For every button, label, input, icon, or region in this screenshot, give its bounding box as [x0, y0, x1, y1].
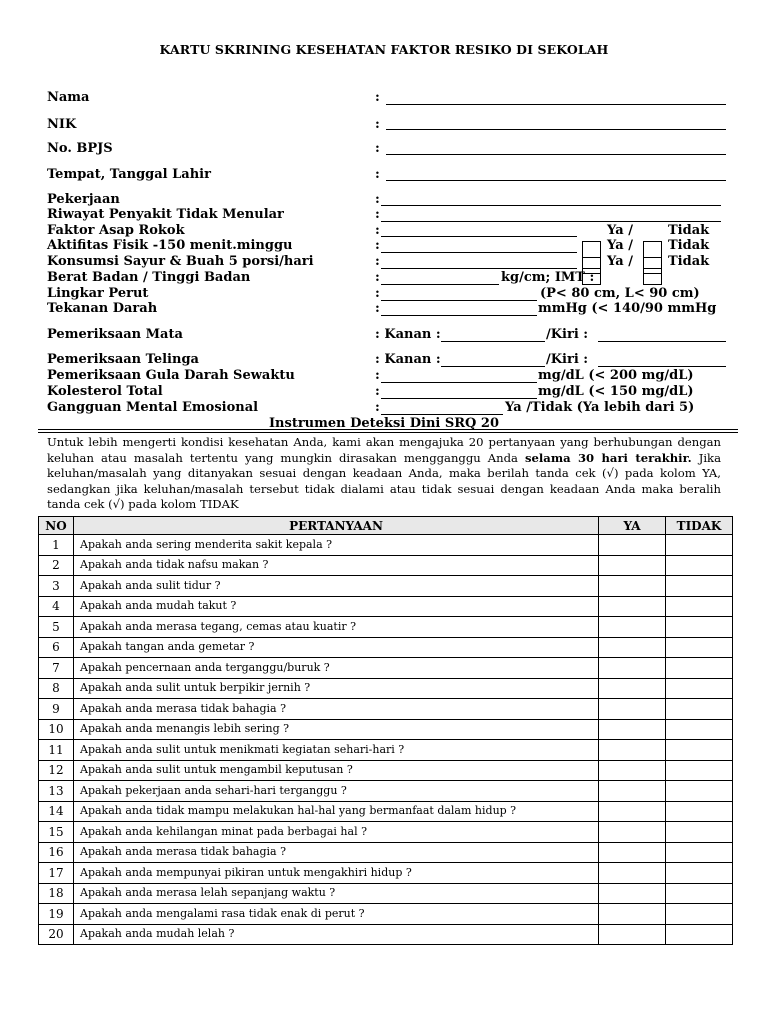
- row-question: Apakah anda sulit tidur ?: [74, 576, 599, 597]
- tidak-check-cell[interactable]: [666, 617, 733, 638]
- header-ya: YA: [599, 517, 666, 535]
- tidak-check-cell[interactable]: [666, 596, 733, 617]
- colon: :: [375, 368, 380, 383]
- colon: :: [375, 384, 380, 399]
- table-row: [39, 576, 733, 597]
- colon: :: [375, 167, 380, 182]
- tidak-check-cell[interactable]: [666, 555, 733, 576]
- rokok-ya: Ya /: [607, 223, 633, 238]
- mental-ref: Ya /Tidak (Ya lebih dari 5): [505, 400, 695, 415]
- table-row: [39, 883, 733, 904]
- label-telinga: Pemeriksaan Telinga: [47, 352, 199, 367]
- row-question: Apakah anda merasa tidak bahagia ?: [74, 699, 599, 720]
- label-mata: Pemeriksaan Mata: [47, 327, 183, 342]
- page-title: KARTU SKRINING KESEHATAN FAKTOR RESIKO DI SEKOLAH: [159, 42, 609, 57]
- riwayat-input-line[interactable]: [381, 221, 721, 222]
- header-no: NO: [39, 517, 74, 535]
- row-question: Apakah anda mengalami rasa tidak enak di perut ?: [74, 904, 599, 925]
- row-question: Apakah anda mudah lelah ?: [74, 924, 599, 945]
- table-row: [39, 637, 733, 658]
- ya-check-cell[interactable]: [599, 535, 666, 556]
- label-bpjs: No. BPJS: [47, 141, 113, 156]
- table-row: [39, 535, 733, 556]
- row-question: Apakah tangan anda gemetar ?: [74, 637, 599, 658]
- colon: :: [375, 286, 380, 301]
- ya-check-cell[interactable]: [599, 719, 666, 740]
- berat-input-line[interactable]: [381, 284, 499, 285]
- lingkar-input-line[interactable]: [381, 300, 537, 301]
- label-pekerjaan: Pekerjaan: [47, 192, 120, 207]
- label-aktifitas: Aktifitas Fisik -150 menit.minggu: [47, 238, 293, 253]
- ya-check-cell[interactable]: [599, 596, 666, 617]
- row-number: 2: [39, 555, 74, 576]
- sayur-tidak: Tidak: [668, 254, 710, 269]
- row-question: Apakah anda sering menderita sakit kepala ?: [74, 535, 599, 556]
- row-number: 6: [39, 637, 74, 658]
- bpjs-input-line[interactable]: [386, 154, 726, 155]
- row-question: Apakah anda mudah takut ?: [74, 596, 599, 617]
- tidak-check-cell[interactable]: [666, 863, 733, 884]
- mental-input-line[interactable]: [381, 414, 503, 415]
- row-number: 10: [39, 719, 74, 740]
- table-row: [39, 555, 733, 576]
- lingkar-ref: (P< 80 cm, L< 90 cm): [540, 286, 700, 301]
- berat-unit: kg/cm; IMT :: [501, 270, 595, 285]
- ya-check-cell[interactable]: [599, 904, 666, 925]
- row-question: Apakah anda sulit untuk mengambil keputusan ?: [74, 760, 599, 781]
- aktifitas-tidak-checkbox[interactable]: [643, 241, 662, 258]
- aktifitas-ya: Ya /: [607, 238, 633, 253]
- kolesterol-ref: mg/dL (< 150 mg/dL): [538, 384, 694, 399]
- label-mental: Gangguan Mental Emosional: [47, 400, 259, 415]
- table-row: [39, 904, 733, 925]
- ya-check-cell[interactable]: [599, 842, 666, 863]
- divider: [38, 429, 738, 430]
- row-number: 3: [39, 576, 74, 597]
- table-row: [39, 699, 733, 720]
- label-riwayat: Riwayat Penyakit Tidak Menular: [47, 207, 284, 222]
- colon: :: [375, 117, 380, 132]
- aktifitas-input-line[interactable]: [381, 252, 577, 253]
- colon: :: [375, 301, 380, 316]
- row-question: Apakah anda tidak mampu melakukan hal-hal yang bermanfaat dalam hidup ?: [74, 801, 599, 822]
- mata-kanan: : Kanan :: [375, 327, 441, 342]
- row-question: Apakah pencernaan anda terganggu/buruk ?: [74, 658, 599, 679]
- colon: :: [375, 270, 380, 285]
- row-number: 11: [39, 740, 74, 761]
- table-row: [39, 924, 733, 945]
- row-number: 5: [39, 617, 74, 638]
- label-nik: NIK: [47, 117, 77, 132]
- imt-tidak-checkbox[interactable]: [643, 268, 662, 285]
- srq-table: [38, 516, 733, 945]
- mata-kiri-input-line[interactable]: [598, 341, 726, 342]
- label-berat: Berat Badan / Tinggi Badan: [47, 270, 251, 285]
- aktifitas-ya-checkbox[interactable]: [582, 241, 601, 258]
- table-row: [39, 658, 733, 679]
- row-question: Apakah anda sulit untuk berpikir jernih ?: [74, 678, 599, 699]
- table-row: [39, 760, 733, 781]
- sayur-input-line[interactable]: [381, 268, 577, 269]
- header-question: PERTANYAAN: [74, 517, 599, 535]
- tidak-check-cell[interactable]: [666, 822, 733, 843]
- ya-check-cell[interactable]: [599, 699, 666, 720]
- row-number: 9: [39, 699, 74, 720]
- table-row: [39, 801, 733, 822]
- imt-ya-checkbox[interactable]: [582, 268, 601, 285]
- row-number: 18: [39, 883, 74, 904]
- colon: :: [375, 400, 380, 415]
- row-number: 14: [39, 801, 74, 822]
- table-row: [39, 596, 733, 617]
- colon: :: [375, 192, 380, 207]
- telinga-kanan: : Kanan :: [375, 352, 441, 367]
- table-row: [39, 842, 733, 863]
- ya-check-cell[interactable]: [599, 740, 666, 761]
- nama-input-line[interactable]: [386, 104, 726, 105]
- row-number: 12: [39, 760, 74, 781]
- gula-input-line[interactable]: [381, 382, 537, 383]
- table-row: [39, 678, 733, 699]
- label-rokok: Faktor Asap Rokok: [47, 223, 185, 238]
- rokok-tidak: Tidak: [668, 223, 710, 238]
- tekanan-input-line[interactable]: [381, 315, 537, 316]
- tekanan-ref: mmHg (< 140/90 mmHg: [538, 301, 717, 316]
- nik-input-line[interactable]: [386, 129, 726, 130]
- row-number: 8: [39, 678, 74, 699]
- mata-kanan-input-line[interactable]: [441, 341, 545, 342]
- divider: [38, 432, 738, 433]
- row-question: Apakah anda merasa lelah sepanjang waktu ?: [74, 883, 599, 904]
- row-question: Apakah anda menangis lebih sering ?: [74, 719, 599, 740]
- label-lingkar: Lingkar Perut: [47, 286, 149, 301]
- kolesterol-input-line[interactable]: [381, 398, 537, 399]
- label-nama: Nama: [47, 90, 90, 105]
- row-question: Apakah anda sulit untuk menikmati kegiatan sehari-hari ?: [74, 740, 599, 761]
- row-question: Apakah pekerjaan anda sehari-hari terganggu ?: [74, 781, 599, 802]
- label-sayur: Konsumsi Sayur & Buah 5 porsi/hari: [47, 254, 314, 269]
- row-number: 20: [39, 924, 74, 945]
- row-number: 1: [39, 535, 74, 556]
- table-row: [39, 740, 733, 761]
- ya-check-cell[interactable]: [599, 781, 666, 802]
- tidak-check-cell[interactable]: [666, 801, 733, 822]
- srq-intro: [47, 435, 721, 513]
- tidak-check-cell[interactable]: [666, 535, 733, 556]
- gula-ref: mg/dL (< 200 mg/dL): [538, 368, 694, 383]
- table-row: [39, 719, 733, 740]
- aktifitas-tidak: Tidak: [668, 238, 710, 253]
- telinga-kiri-input-line[interactable]: [598, 366, 726, 367]
- ya-check-cell[interactable]: [599, 883, 666, 904]
- intro-emphasis: selama 30 hari terakhir.: [525, 450, 692, 465]
- row-question: Apakah anda merasa tegang, cemas atau kuatir ?: [74, 617, 599, 638]
- label-kolesterol: Kolesterol Total: [47, 384, 163, 399]
- tidak-check-cell[interactable]: [666, 719, 733, 740]
- ya-check-cell[interactable]: [599, 576, 666, 597]
- label-gula: Pemeriksaan Gula Darah Sewaktu: [47, 368, 295, 383]
- table-header-row: [39, 517, 733, 535]
- label-tekanan: Tekanan Darah: [47, 301, 158, 316]
- tidak-check-cell[interactable]: [666, 576, 733, 597]
- srq-title: Instrumen Deteksi Dini SRQ 20: [268, 416, 500, 431]
- ya-check-cell[interactable]: [599, 760, 666, 781]
- ya-check-cell[interactable]: [599, 678, 666, 699]
- telinga-kiri: /Kiri :: [546, 352, 589, 367]
- colon: :: [375, 223, 380, 238]
- ya-check-cell[interactable]: [599, 863, 666, 884]
- tidak-check-cell[interactable]: [666, 904, 733, 925]
- label-ttl: Tempat, Tanggal Lahir: [47, 167, 211, 182]
- row-number: 19: [39, 904, 74, 925]
- tidak-check-cell[interactable]: [666, 883, 733, 904]
- colon: :: [375, 207, 380, 222]
- ya-check-cell[interactable]: [599, 637, 666, 658]
- intro-text: Untuk lebih mengerti kondisi kesehatan Anda, kami akan mengajuka 20 pertanyaan yang berhubungan dengan keluhan atau masalah tertentu yang mungkin dirasakan mengganggu Anda: [47, 435, 721, 465]
- ya-check-cell[interactable]: [599, 924, 666, 945]
- colon: :: [375, 90, 380, 105]
- ya-check-cell[interactable]: [599, 822, 666, 843]
- ya-check-cell[interactable]: [599, 658, 666, 679]
- tidak-check-cell[interactable]: [666, 658, 733, 679]
- row-question: Apakah anda tidak nafsu makan ?: [74, 555, 599, 576]
- tidak-check-cell[interactable]: [666, 699, 733, 720]
- intro-text: Jika keluhan/masalah yang ditanyakan sesuai dengan keadaan Anda, maka berilah tanda cek (√) pada kolom YA, sedangkan jika keluhan/masalah tersebut tidak dialami atau tidak sesuai dengan keadaan Anda maka beralih tanda cek (√) pada kolom TIDAK: [47, 450, 721, 511]
- table-row: [39, 822, 733, 843]
- table-row: [39, 617, 733, 638]
- pekerjaan-input-line[interactable]: [381, 205, 721, 206]
- table-row: [39, 863, 733, 884]
- row-number: 7: [39, 658, 74, 679]
- row-question: Apakah anda kehilangan minat pada berbagai hal ?: [74, 822, 599, 843]
- tidak-check-cell[interactable]: [666, 678, 733, 699]
- mata-kiri: /Kiri :: [546, 327, 589, 342]
- ya-check-cell[interactable]: [599, 555, 666, 576]
- tidak-check-cell[interactable]: [666, 924, 733, 945]
- colon: :: [375, 141, 380, 156]
- ya-check-cell[interactable]: [599, 801, 666, 822]
- ya-check-cell[interactable]: [599, 617, 666, 638]
- tidak-check-cell[interactable]: [666, 842, 733, 863]
- tidak-check-cell[interactable]: [666, 781, 733, 802]
- row-number: 15: [39, 822, 74, 843]
- tidak-check-cell[interactable]: [666, 740, 733, 761]
- tidak-check-cell[interactable]: [666, 760, 733, 781]
- colon: :: [375, 254, 380, 269]
- row-question: Apakah anda merasa tidak bahagia ?: [74, 842, 599, 863]
- row-number: 17: [39, 863, 74, 884]
- sayur-ya: Ya /: [607, 254, 633, 269]
- row-number: 16: [39, 842, 74, 863]
- header-tidak: TIDAK: [666, 517, 733, 535]
- table-row: [39, 781, 733, 802]
- row-number: 13: [39, 781, 74, 802]
- row-number: 4: [39, 596, 74, 617]
- telinga-kanan-input-line[interactable]: [441, 366, 545, 367]
- rokok-input-line[interactable]: [381, 236, 577, 237]
- tidak-check-cell[interactable]: [666, 637, 733, 658]
- colon: :: [375, 238, 380, 253]
- ttl-input-line[interactable]: [386, 180, 726, 181]
- row-question: Apakah anda mempunyai pikiran untuk mengakhiri hidup ?: [74, 863, 599, 884]
